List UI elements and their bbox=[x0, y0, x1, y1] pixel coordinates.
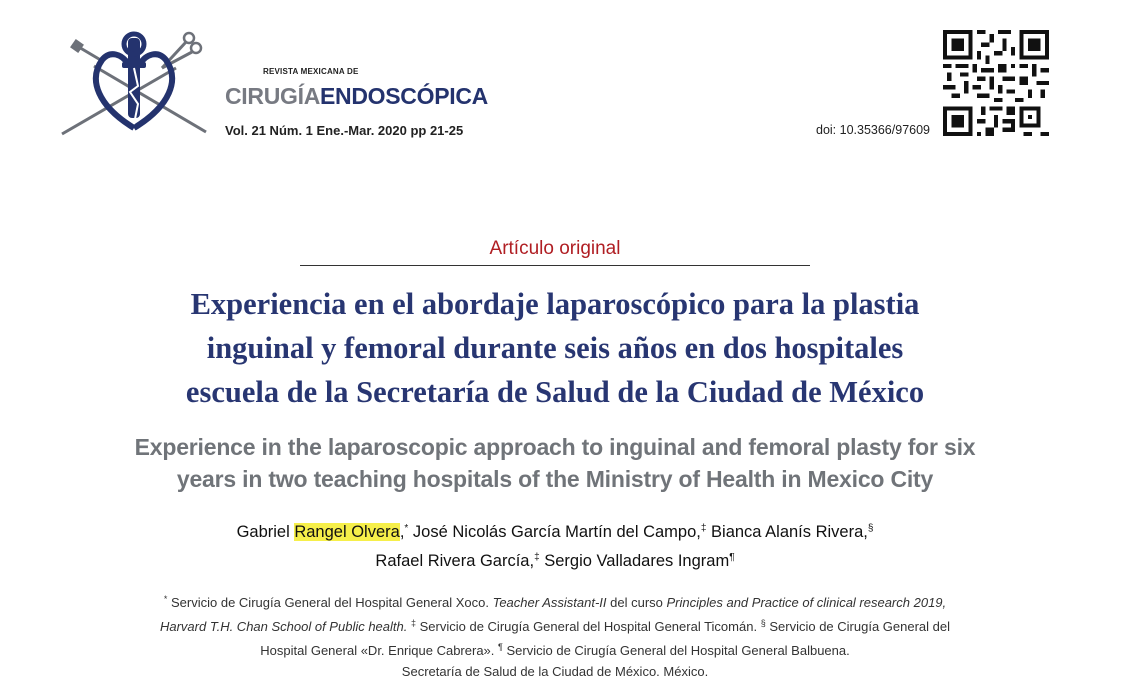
author-line-2 bbox=[120, 545, 990, 574]
author-list bbox=[120, 516, 990, 574]
author-5: Sergio Valladares Ingram bbox=[544, 552, 730, 570]
title-en-line-1: Experience in the laparoscopic approach to inguinal and femoral plasty for six bbox=[134, 434, 976, 460]
doi[interactable]: doi: 10.35366/97609 bbox=[816, 123, 930, 137]
author-1-last-highlighted: Rangel Olvera bbox=[294, 523, 400, 541]
qr-code-icon bbox=[943, 30, 1049, 136]
affil-mark-4: ¶ bbox=[498, 642, 503, 652]
volume-line: Vol. 21 Núm. 1 Ene.-Mar. 2020 pp 21-25 bbox=[225, 123, 464, 138]
affil-mark-3: § bbox=[760, 618, 766, 628]
affiliation-city: Secretaría de Salud de la Ciudad de México. México. bbox=[401, 664, 709, 679]
title-es-line-3: escuela de la Secretaría de Salud de la Ciudad de México bbox=[185, 375, 925, 409]
author-4-mark: ‡ bbox=[534, 552, 540, 563]
author-3-mark: § bbox=[867, 523, 874, 534]
affil-1: Servicio de Cirugía General del Hospital General Xoco. bbox=[171, 595, 489, 610]
author-5-mark: ¶ bbox=[729, 552, 735, 563]
affil-mark-2: ‡ bbox=[410, 618, 416, 628]
author-1-mark: * bbox=[404, 523, 409, 534]
affil-1-course: Principles and Practice of clinical research 2019, Harvard T.H. Chan School of Public health. bbox=[159, 595, 947, 634]
affil-mark-1: * bbox=[163, 594, 168, 604]
section-divider bbox=[300, 265, 810, 266]
author-2-mark: ‡ bbox=[700, 523, 707, 534]
author-3: Bianca Alanís Rivera, bbox=[711, 523, 868, 541]
affil-1-role: Teacher Assistant-II bbox=[492, 595, 607, 610]
author-line-1: Gabriel Rangel Olvera,* José Nicolás García Martín del Campo,‡ Bianca Alanís Rivera,§ bbox=[236, 523, 874, 541]
journal-name bbox=[225, 83, 488, 110]
author-2: José Nicolás García Martín del Campo, bbox=[412, 523, 701, 541]
title-es-line-1: Experiencia en el abordaje laparoscópico para la plastia bbox=[190, 287, 920, 321]
journal-subtitle: REVISTA MEXICANA DE bbox=[263, 67, 359, 76]
article-title-english bbox=[90, 431, 1020, 495]
journal-name-part2: ENDOSCÓPICA bbox=[320, 83, 488, 109]
affil-1-connector: del curso bbox=[610, 595, 663, 610]
affil-3: Servicio de Cirugía General del Hospital General «Dr. Enrique Cabrera». bbox=[260, 619, 950, 658]
affil-4: Servicio de Cirugía General del Hospital General Balbuena. bbox=[506, 643, 850, 658]
journal-name-part1: CIRUGÍA bbox=[225, 83, 321, 109]
title-es-line-2: inguinal y femoral durante seis años en dos hospitales bbox=[206, 331, 904, 365]
author-4: Rafael Rivera García, bbox=[375, 552, 535, 570]
affil-2: Servicio de Cirugía General del Hospital General Ticomán. bbox=[419, 619, 758, 634]
author-1-first: Gabriel bbox=[236, 523, 295, 541]
article-section-label: Artículo original bbox=[489, 238, 621, 259]
article-title-spanish bbox=[90, 282, 1020, 414]
title-en-line-2: years in two teaching hospitals of the Ministry of Health in Mexico City bbox=[176, 466, 934, 492]
affiliations bbox=[140, 589, 970, 661]
journal-logo-icon bbox=[58, 28, 210, 138]
